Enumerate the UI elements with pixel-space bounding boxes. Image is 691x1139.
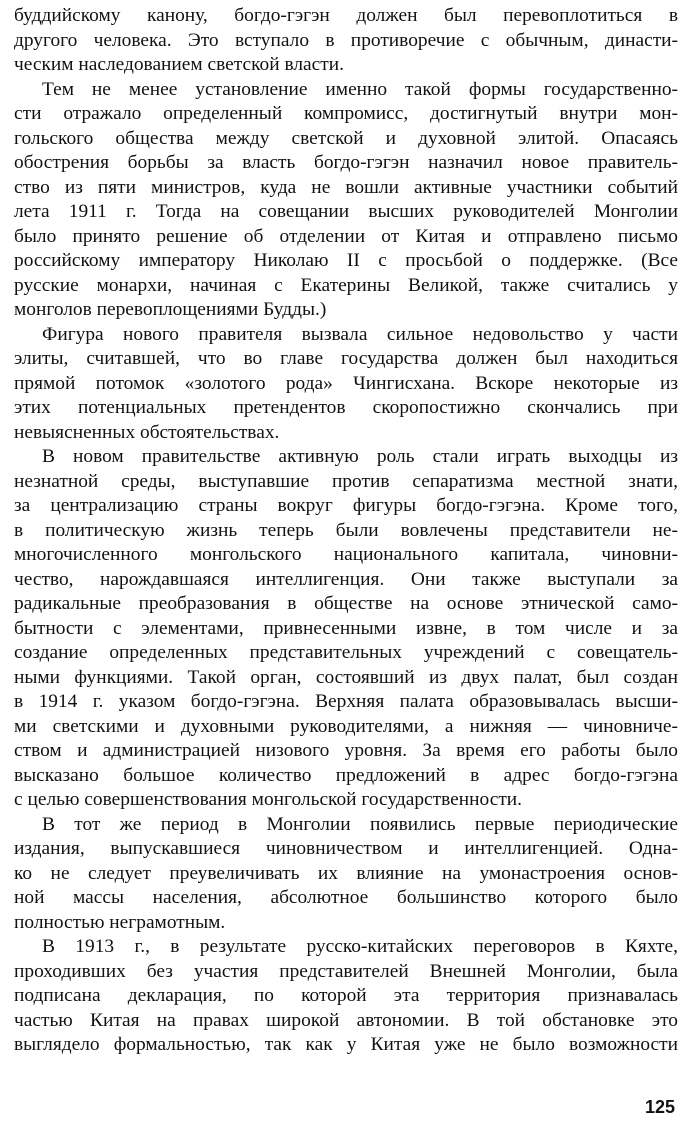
text-line: российскому императору Николаю II с просьбой о поддержке. (Все bbox=[14, 250, 678, 271]
text-line: ко не следует преувеличивать их влияние на умонастроения основ- bbox=[14, 862, 678, 884]
text-line: гольского общества между светской и духовной элитой. Опасаясь bbox=[14, 127, 678, 149]
text-line: прямой потомок «золотого рода» Чингисхана. Вскоре некоторые из bbox=[14, 372, 678, 394]
text-line: выглядело формальностью, так как у Китая уже не было возможности bbox=[14, 1034, 678, 1055]
text-line: высказано большое количество предложений в адрес богдо-гэгэна bbox=[14, 764, 678, 786]
text-line: этих потенциальных претендентов скоропостижно скончались при bbox=[14, 397, 678, 418]
text-line: создание определенных представительных учреждений с совещатель- bbox=[14, 642, 678, 663]
text-line: ной массы населения, абсолютное большинство которого было bbox=[14, 887, 678, 908]
text-line: русские монархи, начиная с Екатерины Великой, также считались у bbox=[14, 274, 678, 296]
text-line: чество, нарождавшаяся интеллигенция. Они также выступали за bbox=[14, 568, 678, 590]
text-line: незнатной среды, выступавшие против сепаратизма местной знати, bbox=[14, 470, 678, 492]
text-line: проходивших без участия представителей Внешней Монголии, была bbox=[14, 960, 678, 982]
text-line: полностью неграмотным. bbox=[14, 911, 226, 933]
text-line: ство из пяти министров, куда не вошли активные участники событий bbox=[14, 176, 678, 198]
text-line: В тот же период в Монголии появились первые периодические bbox=[42, 813, 678, 835]
text-line: в 1914 г. указом богдо-гэгэна. Верхняя палата образовывалась высши- bbox=[14, 691, 678, 712]
text-line: сти отражало определенный компромисс, достигнутый внутри мон- bbox=[14, 103, 678, 124]
text-line: радикальные преобразования в обществе на основе этнической само- bbox=[14, 593, 678, 614]
text-line: многочисленного монгольского национального капитала, чиновни- bbox=[14, 544, 678, 565]
text-line: частью Китая на правах широкой автономии. В той обстановке это bbox=[14, 1009, 678, 1031]
text-line: другого человека. Это вступало в противоречие с обычным, династи- bbox=[14, 29, 678, 51]
text-line: невыясненных обстоятельствах. bbox=[14, 421, 280, 443]
text-line: издания, выпускавшиеся чиновничеством и интеллигенцией. Одна- bbox=[14, 838, 678, 859]
text-line: с целью совершенствования монгольской государственности. bbox=[14, 789, 523, 810]
page-number: 125 bbox=[644, 1097, 675, 1117]
text-line: ством и администрацией низового уровня. За время его работы было bbox=[14, 740, 678, 761]
text-line: обострения борьбы за власть богдо-гэгэн назначил новое правитель- bbox=[14, 152, 678, 173]
text-line: В новом правительстве активную роль стали играть выходцы из bbox=[42, 446, 678, 467]
text-line: в политическую жизнь теперь были вовлечены представители не- bbox=[14, 519, 678, 541]
text-line: элиты, считавшей, что во главе государства должен был находиться bbox=[14, 348, 678, 369]
text-line: за централизацию страны вокруг фигуры богдо-гэгэна. Кроме того, bbox=[14, 495, 678, 516]
text-line: ными функциями. Такой орган, состоявший из двух палат, был создан bbox=[14, 666, 678, 688]
text-line: было принято решение об отделении от Китая и отправлено письмо bbox=[14, 225, 678, 247]
text-line: Тем не менее установление именно такой формы государственно- bbox=[42, 78, 678, 100]
text-line: Фигура нового правителя вызвала сильное недовольство у части bbox=[42, 323, 678, 345]
text-line: ми светскими и духовными руководителями, а нижняя — чиновниче- bbox=[14, 715, 678, 737]
text-line: бытности с элементами, привнесенными извне, в том числе и за bbox=[14, 617, 678, 639]
text-line: монголов перевоплощениями Будды.) bbox=[14, 299, 327, 320]
text-line: лета 1911 г. Тогда на совещании высших руководителей Монголии bbox=[14, 201, 678, 222]
text-line: подписана декларация, по которой эта территория признавалась bbox=[14, 985, 678, 1006]
body-text bbox=[14, 4, 678, 1058]
text-line: В 1913 г., в результате русско-китайских переговоров в Кяхте, bbox=[42, 936, 678, 957]
text-line: ческим наследованием светской власти. bbox=[14, 54, 344, 75]
text-line: буддийскому канону, богдо-гэгэн должен был перевоплотиться в bbox=[14, 5, 678, 26]
